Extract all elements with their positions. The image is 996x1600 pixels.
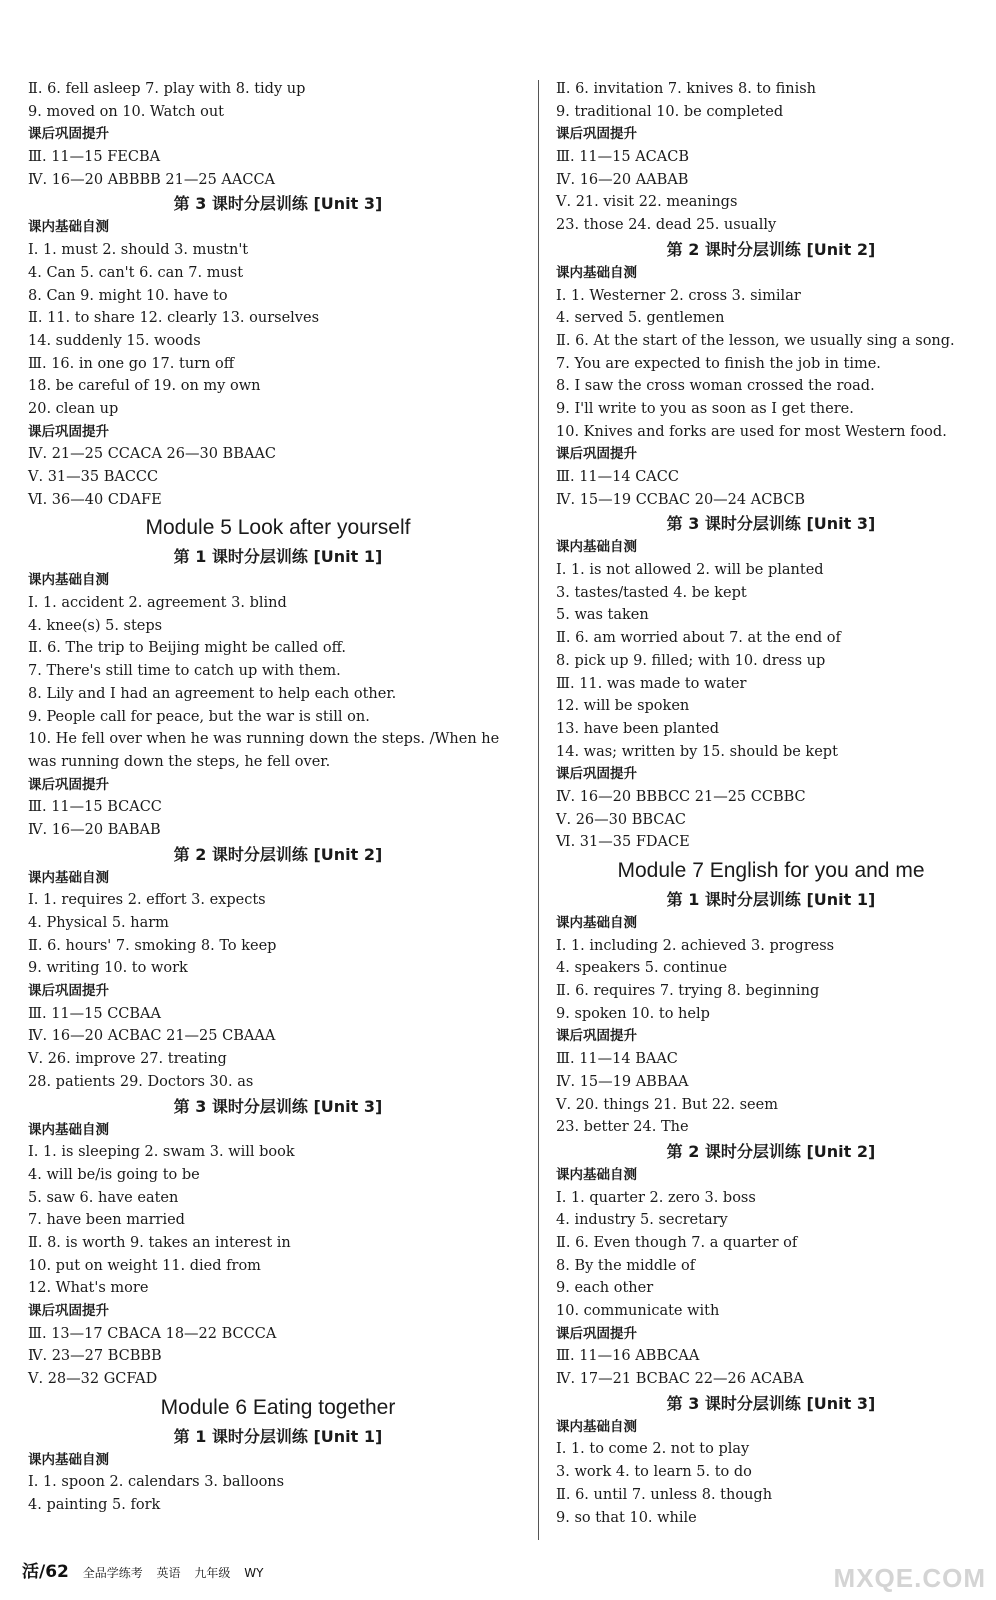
module-heading: Module 6 Eating together (160, 1395, 396, 1419)
answer-line: 23. those 24. dead 25. usually (556, 217, 777, 234)
section-heading: 课后巩固提升 (556, 126, 637, 143)
answer-line: Ⅰ. 1. quarter 2. zero 3. boss (556, 1189, 756, 1206)
section-heading: 课后巩固提升 (556, 1325, 637, 1342)
answer-line: Ⅳ. 21—25 CCACA 26—30 BBAAC (28, 446, 276, 463)
answer-line: Ⅰ. 1. spoon 2. calendars 3. balloons (28, 1474, 285, 1491)
answer-line: Ⅴ. 28—32 GCFAD (28, 1371, 158, 1388)
answer-line: 9. each other (556, 1280, 654, 1297)
answer-line: 14. suddenly 15. woods (28, 332, 201, 349)
answer-line: Ⅰ. 1. Westerner 2. cross 3. similar (556, 287, 801, 304)
section-heading: 课后巩固提升 (556, 446, 637, 463)
answer-line: 10. He fell over when he was running down the steps. /When he (28, 731, 500, 748)
section-heading: 课内基础自测 (28, 869, 109, 886)
answer-line: Ⅲ. 16. in one go 17. turn off (28, 355, 235, 372)
section-heading: 课内基础自测 (28, 1451, 109, 1468)
answer-line: 7. You are expected to finish the job in time. (556, 355, 881, 372)
answer-line: Ⅱ. 6. until 7. unless 8. though (556, 1486, 773, 1503)
lesson-heading: 第 3 课时分层训练 [Unit 3] (173, 194, 383, 214)
answer-line: 9. so that 10. while (556, 1509, 697, 1526)
answer-line: Ⅱ. 6. requires 7. trying 8. beginning (556, 983, 820, 1000)
section-heading: 课后巩固提升 (28, 126, 109, 143)
section-heading: 课后巩固提升 (556, 766, 637, 783)
answer-line: 9. traditional 10. be completed (556, 103, 784, 120)
answer-line: 7. There's still time to catch up with them. (28, 663, 341, 680)
answer-line: Ⅲ. 11—14 BAAC (556, 1051, 678, 1068)
section-heading: 课后巩固提升 (28, 423, 109, 440)
answer-line: Ⅵ. 31—35 FDACE (556, 834, 690, 851)
answer-line: Ⅰ. 1. must 2. should 3. mustn't (28, 242, 249, 259)
answer-line: 4. knee(s) 5. steps (28, 617, 163, 634)
column-divider (538, 80, 539, 1540)
answer-line: Ⅲ. 11—15 CCBAA (28, 1005, 161, 1022)
answer-line: 3. work 4. to learn 5. to do (556, 1464, 752, 1481)
answer-line: Ⅳ. 17—21 BCBAC 22—26 ACABA (556, 1371, 804, 1388)
section-heading: 课后巩固提升 (28, 776, 109, 793)
answer-line: 9. People call for peace, but the war is still on. (28, 708, 370, 725)
answer-line: Ⅲ. 11. was made to water (556, 675, 747, 692)
answer-line: 5. was taken (556, 607, 649, 624)
answer-line: 10. Knives and forks are used for most Western food. (556, 423, 947, 440)
answer-line: 4. will be/is going to be (28, 1166, 200, 1183)
answer-line: Ⅰ. 1. to come 2. not to play (556, 1441, 750, 1458)
answer-line: 4. industry 5. secretary (556, 1212, 728, 1229)
answer-line: 7. have been married (28, 1212, 185, 1229)
answer-line: was running down the steps, he fell over. (28, 753, 331, 770)
answer-line: Ⅰ. 1. requires 2. effort 3. expects (28, 892, 266, 909)
lesson-heading: 第 1 课时分层训练 [Unit 1] (173, 547, 383, 567)
section-heading: 课后巩固提升 (28, 1303, 109, 1319)
section-heading: 课后巩固提升 (28, 983, 109, 1000)
answer-line: 28. patients 29. Doctors 30. as (28, 1073, 254, 1090)
answer-line: Ⅱ. 6. hours' 7. smoking 8. To keep (28, 937, 277, 954)
answer-line: Ⅱ. 6. invitation 7. knives 8. to finish (556, 81, 817, 97)
page-footer (22, 1557, 273, 1582)
answer-line: 23. better 24. The (556, 1119, 689, 1136)
lesson-heading: 第 1 课时分层训练 [Unit 1] (666, 890, 876, 909)
answer-line: 4. Can 5. can't 6. can 7. must (28, 264, 244, 281)
answer-line: Ⅳ. 16—20 AABAB (556, 171, 689, 188)
answer-line: Ⅱ. 6. At the start of the lesson, we usually sing a song. (556, 332, 955, 349)
answer-line: Ⅳ. 23—27 BCBBB (28, 1348, 162, 1365)
answer-line: Ⅳ. 16—20 BABAB (28, 821, 161, 838)
answer-line: Ⅱ. 6. Even though 7. a quarter of (556, 1234, 798, 1251)
answer-line: Ⅴ. 21. visit 22. meanings (556, 194, 738, 211)
answer-line: 9. spoken 10. to help (556, 1005, 710, 1022)
answer-line: Ⅲ. 11—16 ABBCAA (556, 1348, 700, 1365)
lesson-heading: 第 2 课时分层训练 [Unit 2] (173, 844, 383, 864)
section-heading: 课内基础自测 (556, 915, 637, 931)
answer-line: Ⅳ. 16—20 ACBAC 21—25 CBAAA (28, 1028, 276, 1045)
answer-line: 9. moved on 10. Watch out (28, 103, 225, 120)
module-heading: Module 5 Look after yourself (145, 516, 411, 540)
section-heading: 课后巩固提升 (556, 1028, 637, 1045)
answer-line: 9. writing 10. to work (28, 960, 188, 977)
lesson-heading: 第 3 课时分层训练 [Unit 3] (666, 1393, 876, 1413)
watermark: MXQE.COM (833, 1563, 986, 1593)
page-number: 活/62 (22, 1562, 69, 1582)
answer-line: Ⅵ. 36—40 CDAFE (28, 491, 162, 508)
answer-line: 4. Physical 5. harm (28, 915, 169, 931)
answer-line: Ⅱ. 11. to share 12. clearly 13. ourselves (28, 310, 320, 327)
answer-line: Ⅲ. 13—17 CBACA 18—22 BCCCA (28, 1325, 277, 1342)
answer-line: 10. communicate with (556, 1303, 720, 1319)
answer-line: Ⅳ. 15—19 CCBAC 20—24 ACBCB (556, 491, 805, 508)
answer-line: Ⅰ. 1. including 2. achieved 3. progress (556, 937, 835, 954)
answer-line: Ⅰ. 1. is not allowed 2. will be planted (556, 562, 824, 579)
answer-line: 8. By the middle of (556, 1257, 696, 1274)
answer-line: Ⅲ. 11—14 CACC (556, 469, 679, 485)
section-heading: 课内基础自测 (556, 264, 637, 281)
lesson-heading: 第 3 课时分层训练 [Unit 3] (666, 514, 876, 534)
section-heading: 课内基础自测 (556, 1166, 637, 1183)
answer-line: Ⅴ. 26. improve 27. treating (28, 1051, 227, 1068)
answer-line: 4. speakers 5. continue (556, 960, 728, 977)
section-heading: 课内基础自测 (556, 539, 637, 556)
section-heading: 课内基础自测 (28, 572, 109, 589)
answer-line: 10. put on weight 11. died from (28, 1257, 261, 1274)
answer-line: 20. clean up (28, 400, 119, 417)
lesson-heading: 第 1 课时分层训练 [Unit 1] (173, 1426, 383, 1446)
answer-line: 14. was; written by 15. should be kept (556, 743, 838, 760)
answer-line: Ⅲ. 11—15 BCACC (28, 799, 162, 816)
answer-line: Ⅲ. 11—15 FECBA (28, 149, 161, 166)
answer-line: 12. will be spoken (556, 698, 690, 715)
answer-line: 12. What's more (28, 1280, 149, 1297)
answer-line: Ⅳ. 16—20 BBBCC 21—25 CCBBC (556, 788, 806, 805)
section-heading: 课内基础自测 (28, 1121, 109, 1138)
left-column (28, 78, 528, 1517)
answer-line: Ⅱ. 6. fell asleep 7. play with 8. tidy up (28, 81, 306, 97)
right-column (556, 78, 986, 1529)
answer-line: Ⅴ. 31—35 BACCC (28, 469, 159, 485)
answer-line: 4. painting 5. fork (28, 1497, 161, 1514)
answer-line: 5. saw 6. have eaten (28, 1189, 179, 1206)
answer-line: Ⅱ. 6. am worried about 7. at the end of (556, 630, 841, 647)
answer-line: 13. have been planted (556, 720, 720, 737)
answer-line: Ⅴ. 26—30 BBCAC (556, 811, 686, 828)
answer-line: Ⅰ. 1. accident 2. agreement 3. blind (28, 595, 287, 612)
answer-line: 18. be careful of 19. on my own (28, 378, 261, 395)
answer-line: Ⅳ. 15—19 ABBAA (556, 1073, 689, 1090)
answer-line: 9. I'll write to you as soon as I get there. (556, 400, 854, 417)
answer-line: 3. tastes/tasted 4. be kept (556, 584, 747, 601)
answer-line: Ⅴ. 20. things 21. But 22. seem (556, 1096, 778, 1113)
answer-line: 8. I saw the cross woman crossed the road. (556, 378, 875, 395)
section-heading: 课内基础自测 (28, 219, 109, 236)
lesson-heading: 第 3 课时分层训练 [Unit 3] (173, 1096, 383, 1116)
answer-line: Ⅰ. 1. is sleeping 2. swam 3. will book (28, 1144, 295, 1161)
answer-line: Ⅱ. 6. The trip to Beijing might be called off. (28, 640, 346, 657)
answer-line: 8. pick up 9. filled; with 10. dress up (556, 652, 826, 669)
answer-line: 8. Lily and I had an agreement to help each other. (28, 685, 397, 702)
lesson-heading: 第 2 课时分层训练 [Unit 2] (666, 1141, 876, 1161)
edition-label: WY (244, 1566, 264, 1580)
module-heading: Module 7 English for you and me (617, 859, 925, 882)
lesson-heading: 第 2 课时分层训练 [Unit 2] (666, 239, 876, 259)
answer-line: Ⅱ. 8. is worth 9. takes an interest in (28, 1234, 291, 1251)
answer-line: 4. served 5. gentlemen (556, 310, 725, 327)
book-title: 全品学练考 (82, 1566, 143, 1580)
grade-label: 九年级 (194, 1566, 231, 1580)
subject-label: 英语 (156, 1566, 181, 1580)
answer-line: Ⅳ. 16—20 ABBBB 21—25 AACCA (28, 171, 276, 188)
answer-line: Ⅲ. 11—15 ACACB (556, 149, 689, 166)
section-heading: 课内基础自测 (556, 1418, 637, 1435)
answer-line: 8. Can 9. might 10. have to (28, 287, 228, 304)
